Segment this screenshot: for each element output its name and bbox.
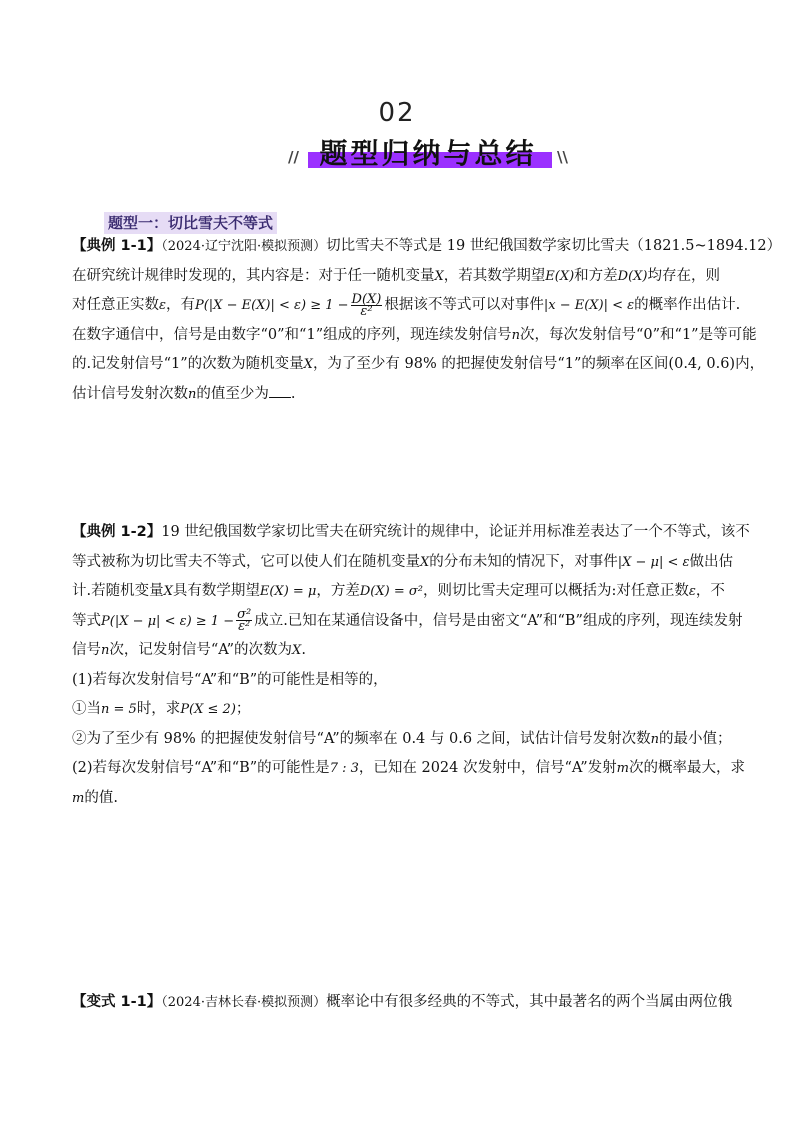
title-decoration-left: // <box>288 148 299 166</box>
fraction: $\frac{D(X)}{\text{ε²}}$ <box>351 291 382 319</box>
section-title: 题型归纳与总结 <box>319 137 537 170</box>
example-1-1: 【典例 1-1】（2024·辽宁沈阳·模拟预测）切比雪夫不等式是 19 世纪俄国数学家切比雪夫（1821.5~1894.12） 在研究统计规律时发现的，其内容是：对于任一随机变量X，若其数学期望E(X)和方差D(X)均存在，则 对任意正实数ε，有P(|X − E(X)| < ε) ≥ 1 − $\frac{D(X)}{\text{ε²}}$ 根据该不等式可以对事件|x − E(X)| < ε的概率作出估计. 在数字通信中，信号是由数字“0”和“1”组成的序列，现连续发射信号n次，每次发射信号“0”和“1”是等可能 的.记发射信号“1”的次数为随机变量X，为了至少有 98% 的把握使发射信号“1”的频率在区间(0.4, 0.6)内， 估计信号发射次数n的值至少为 . <box>72 238 782 402</box>
example-tag: 【典例 1-1】 <box>72 238 162 254</box>
section-number: 02 <box>378 98 416 128</box>
example-tag: 【典例 1-2】 <box>72 524 162 540</box>
title-decoration-right: \\ <box>557 148 568 166</box>
variant-source: （2024·吉林长春·模拟预测） <box>161 995 327 1010</box>
section-title-banner <box>286 128 570 174</box>
example-1-2: 【典例 1-2】19 世纪俄国数学家切比雪夫在研究统计的规律中，论证并用标准差表达了一个不等式，该不 等式被称为切比雪夫不等式，它可以使人们在随机变量X的分布未知的情况下，对事件|X − μ| < ε做出估 计.若随机变量X具有数学期望E(X) = μ，方差D(X) = σ²，则切比雪夫定理可以概括为:对任意正数ε，不 等式P(|X − μ| < ε) ≥ 1 − $\frac{\text{σ²}}{\text{ε²}}$ 成立.已知在某通信设备中，信号是由密文“A”和“B”组成的序列，现连续发射 信号n次，记发射信号“A”的次数为X. (1)若每次发射信号“A”和“B”的可能性是相等的， ①当n = 5时，求P(X ≤ 2)； ②为了至少有 98% 的把握使发射信号“A”的频率在 0.4 与 0.6 之间，试估计信号发射次数n的最小值； (2)若每次发射信号“A”和“B”的可能性是7 : 3，已知在 2024 次发射中，信号“A”发射m次的概率最大，求 m的值. <box>72 524 750 806</box>
example-source: （2024·辽宁沈阳·模拟预测） <box>161 239 327 254</box>
answer-blank <box>269 383 291 398</box>
fraction: $\frac{\text{σ²}}{\text{ε²}}$ <box>237 607 252 634</box>
variant-tag: 【变式 1-1】 <box>72 994 162 1010</box>
question-type-heading: 题型一：切比雪夫不等式 <box>104 212 277 234</box>
variant-1-1: 【变式 1-1】（2024·吉林长春·模拟预测）概率论中有很多经典的不等式，其中最著名的两个当属由两位俄 <box>72 994 733 1010</box>
